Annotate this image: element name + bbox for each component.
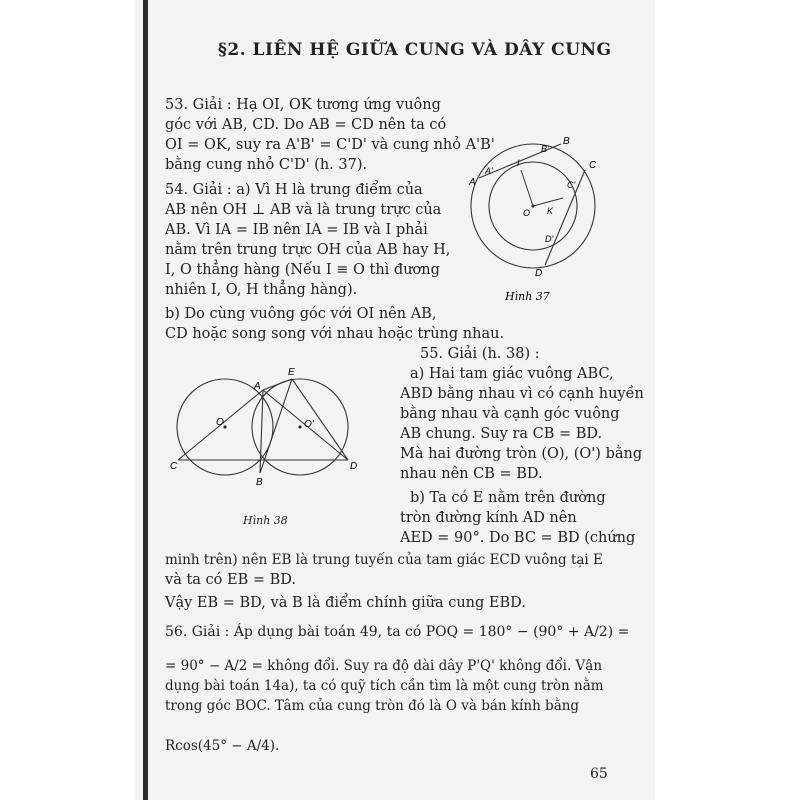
fig37-label-C-prime: C' [567,180,576,190]
fig37-label-B: B [563,136,570,147]
p54-line-2: AB nên OH ⊥ AB và là trung trực của [165,202,442,218]
fig38-label-D: D [350,461,358,472]
p55-line-2: a) Hai tam giác vuông ABC, [410,366,614,382]
section-title: §2. LIÊN HỆ GIỮA CUNG VÀ DÂY CUNG [218,40,612,60]
p55-cont-line-1: minh trên) nên EB là trung tuyến của tam giác ECD vuông tại E [165,552,603,568]
p55-line-9: tròn đường kính AD nên [400,510,577,526]
p55-line-1: 55. Giải (h. 38) : [420,346,540,362]
p54-line-6: nhiên I, O, H thẳng hàng). [165,282,358,298]
fig37-label-D-prime: D' [545,234,554,244]
p55-line-10: AED = 90°. Do BC = BD (chứng [400,530,636,546]
p55-line-4: bằng nhau và cạnh góc vuông [400,406,620,422]
fig38-label-O-prime: O' [304,419,314,430]
page-binding-edge [143,0,148,800]
p55-line-8: b) Ta có E nằm trên đường [410,490,606,506]
p55-line-5: AB chung. Suy ra CB = BD. [400,426,603,442]
fig37-label-K: K [547,206,554,216]
p55-cont-line-2: và ta có EB = BD. [165,572,296,588]
fig38-label-C: C [170,461,178,472]
fig37-caption: Hình 37 [505,290,550,303]
fig37-label-A-prime: A' [485,166,493,176]
p56-line-3: dụng bài toán 14a), ta có quỹ tích cần tìm là một cung tròn nằm [165,678,604,694]
figure-37 [465,130,605,305]
p55-line-6: Mà hai đường tròn (O), (O') bằng [400,446,643,462]
p54-line-5: I, O thẳng hàng (Nếu I ≡ O thì đương [165,262,440,278]
fig37-label-B-prime: B' [541,144,549,154]
p53-line-3: OI = OK, suy ra A'B' = C'D' và cung nhỏ A'B' [165,137,495,153]
p56-line-2: = 90° − A/2 = không đổi. Suy ra độ dài dây P'Q' không đổi. Vận [165,658,603,674]
fig37-label-C: C [589,160,597,171]
p53-line-2: góc với AB, CD. Do AB = CD nên ta có [165,117,447,133]
fig37-label-D: D [535,268,543,279]
figure-38 [170,365,370,490]
fig38-label-A: A [254,381,261,392]
p56-line-5: Rcos(45° − A/4). [165,738,280,754]
p56-line-1: 56. Giải : Áp dụng bài toán 49, ta có POQ = 180° − (90° + A/2) = [165,624,630,640]
p55-cont-line-3: Vậy EB = BD, và B là điểm chính giữa cung EBD. [165,595,526,611]
page-number: 65 [590,766,608,782]
fig38-label-E: E [288,367,295,378]
p54-line-4: nằm trên trung trực OH của AB hay H, [165,242,451,258]
p55-line-7: nhau nên CB = BD. [400,466,543,482]
p53-line-4: bằng cung nhỏ C'D' (h. 37). [165,157,368,173]
p53-line-1: 53. Giải : Hạ OI, OK tương ứng vuông [165,97,441,113]
fig38-label-B: B [256,477,263,488]
fig37-label-I: I [517,158,520,168]
p56-line-4: trong góc BOC. Tâm của cung tròn đó là O và bán kính bằng [165,698,580,714]
p54b-line-2: CD hoặc song song với nhau hoặc trùng nhau. [165,326,505,342]
fig38-caption: Hình 38 [243,514,288,527]
fig38-label-O: O [216,417,224,428]
p54-line-1: 54. Giải : a) Vì H là trung điểm của [165,182,423,198]
fig37-label-A: A [469,177,476,188]
p54-line-3: AB. Vì IA = IB nên IA = IB và I phải [165,222,428,238]
p55-line-3: ABD bằng nhau vì có cạnh huyền [400,386,644,402]
fig37-label-O: O [523,208,531,218]
p54b-line-1: b) Do cùng vuông góc với OI nên AB, [165,306,437,322]
